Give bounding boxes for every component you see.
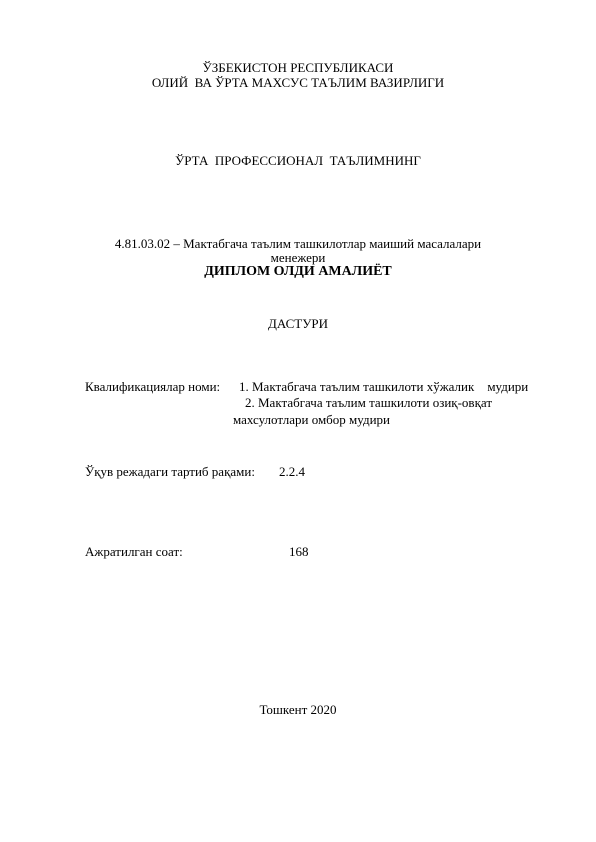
qualification-label: Квалификациялар номи: xyxy=(85,379,221,394)
footer-city-year: Тошкент 2020 xyxy=(259,702,337,717)
hours-label: Ажратилган соат: xyxy=(85,544,183,559)
plan-number-value: 2.2.4 xyxy=(279,464,305,479)
qualification-item-1: 1. Мактабгача таълим ташкилоти хўжалик мудири xyxy=(239,379,529,394)
ministry-heading: ОЛИЙ ВА ЎРТА МАХСУС ТАЪЛИМ ВАЗИРЛИГИ xyxy=(151,75,445,90)
qualification-item-2-line-2: махсулотлари омбор мудири xyxy=(233,412,390,427)
document-subtitle: ДАСТУРИ xyxy=(267,316,329,331)
plan-number-label: Ўқув режадаги тартиб рақами: xyxy=(85,464,255,479)
hours-value: 168 xyxy=(289,544,309,559)
education-heading: ЎРТА ПРОФЕССИОНАЛ ТАЪЛИМНИНГ xyxy=(175,153,421,168)
specialty-line-1: 4.81.03.02 – Мактабгача таълим ташкилотлар маиший масалалари xyxy=(114,236,482,251)
republic-heading: ЎЗБЕКИСТОН РЕСПУБЛИКАСИ xyxy=(202,60,394,75)
specialty-line-2: менежери xyxy=(270,250,326,265)
qualification-item-2-line-1: 2. Мактабгача таълим ташкилоти озиқ-овқат xyxy=(245,395,492,410)
document-title: ДИПЛОМ ОЛДИ АМАЛИЁТ xyxy=(204,264,392,279)
